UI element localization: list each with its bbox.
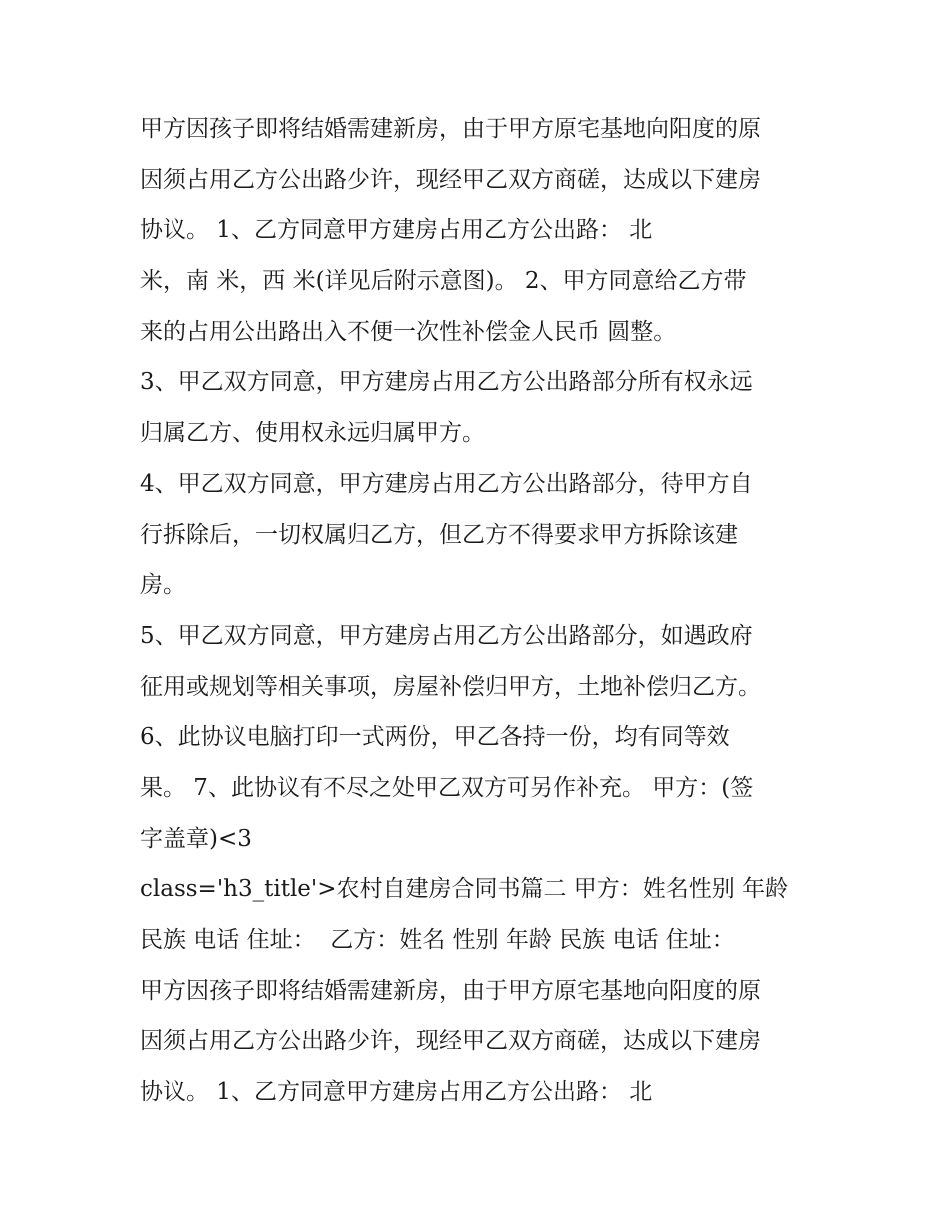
text-line: 5、甲乙双方同意，甲方建房占用乙方公出路部分，如遇政府 [140, 622, 753, 649]
text-line: 房。 [140, 572, 186, 599]
text-line: 6、此协议电脑打印一式两份，甲乙各持一份，均有同等效 [140, 724, 730, 751]
text-line: 协议。 1、乙方同意甲方建房占用乙方公出路： 北 [140, 1079, 653, 1106]
text-line: 4、甲乙双方同意，甲方建房占用乙方公出路部分，待甲方自 [140, 470, 753, 497]
text-line: 米，南 米，西 米(详见后附示意图)。 2、甲方同意给乙方带 [140, 268, 747, 295]
text-line: 归属乙方、使用权永远归属甲方。 [140, 420, 485, 447]
text-line: 甲方因孩子即将结婚需建新房，由于甲方原宅基地向阳度的原 [140, 116, 761, 142]
text-line: 因须占用乙方公出路少许，现经甲乙双方商磋，达成以下建房 [140, 1028, 761, 1055]
text-line: 甲方因孩子即将结婚需建新房，由于甲方原宅基地向阳度的原 [140, 977, 761, 1004]
document-body [140, 104, 830, 1118]
text-line: 征用或规划等相关事项，房屋补偿归甲方，土地补偿归乙方。 [140, 673, 761, 700]
text-line: 字盖章)<3 [140, 825, 252, 852]
text-line: 3、甲乙双方同意，甲方建房占用乙方公出路部分所有权永远 [140, 369, 753, 396]
text-line: 民族 电话 住址： 乙方：姓名 性别 年龄 民族 电话 住址： [140, 927, 735, 953]
text-line: 行拆除后，一切权属归乙方，但乙方不得要求甲方拆除该建 [140, 521, 738, 548]
text-line: class='h3_title'>农村自建房合同书篇二 甲方：姓名性别 年龄 [140, 876, 789, 903]
text-line: 因须占用乙方公出路少许，现经甲乙双方商磋，达成以下建房 [140, 166, 761, 193]
text-line: 来的占用公出路出入不便一次性补偿金人民币 圆整。 [140, 318, 677, 345]
text-line: 协议。 1、乙方同意甲方建房占用乙方公出路： 北 [140, 217, 653, 244]
text-line: 果。 7、此协议有不尽之处甲乙双方可另作补充。 甲方：(签 [140, 774, 754, 801]
